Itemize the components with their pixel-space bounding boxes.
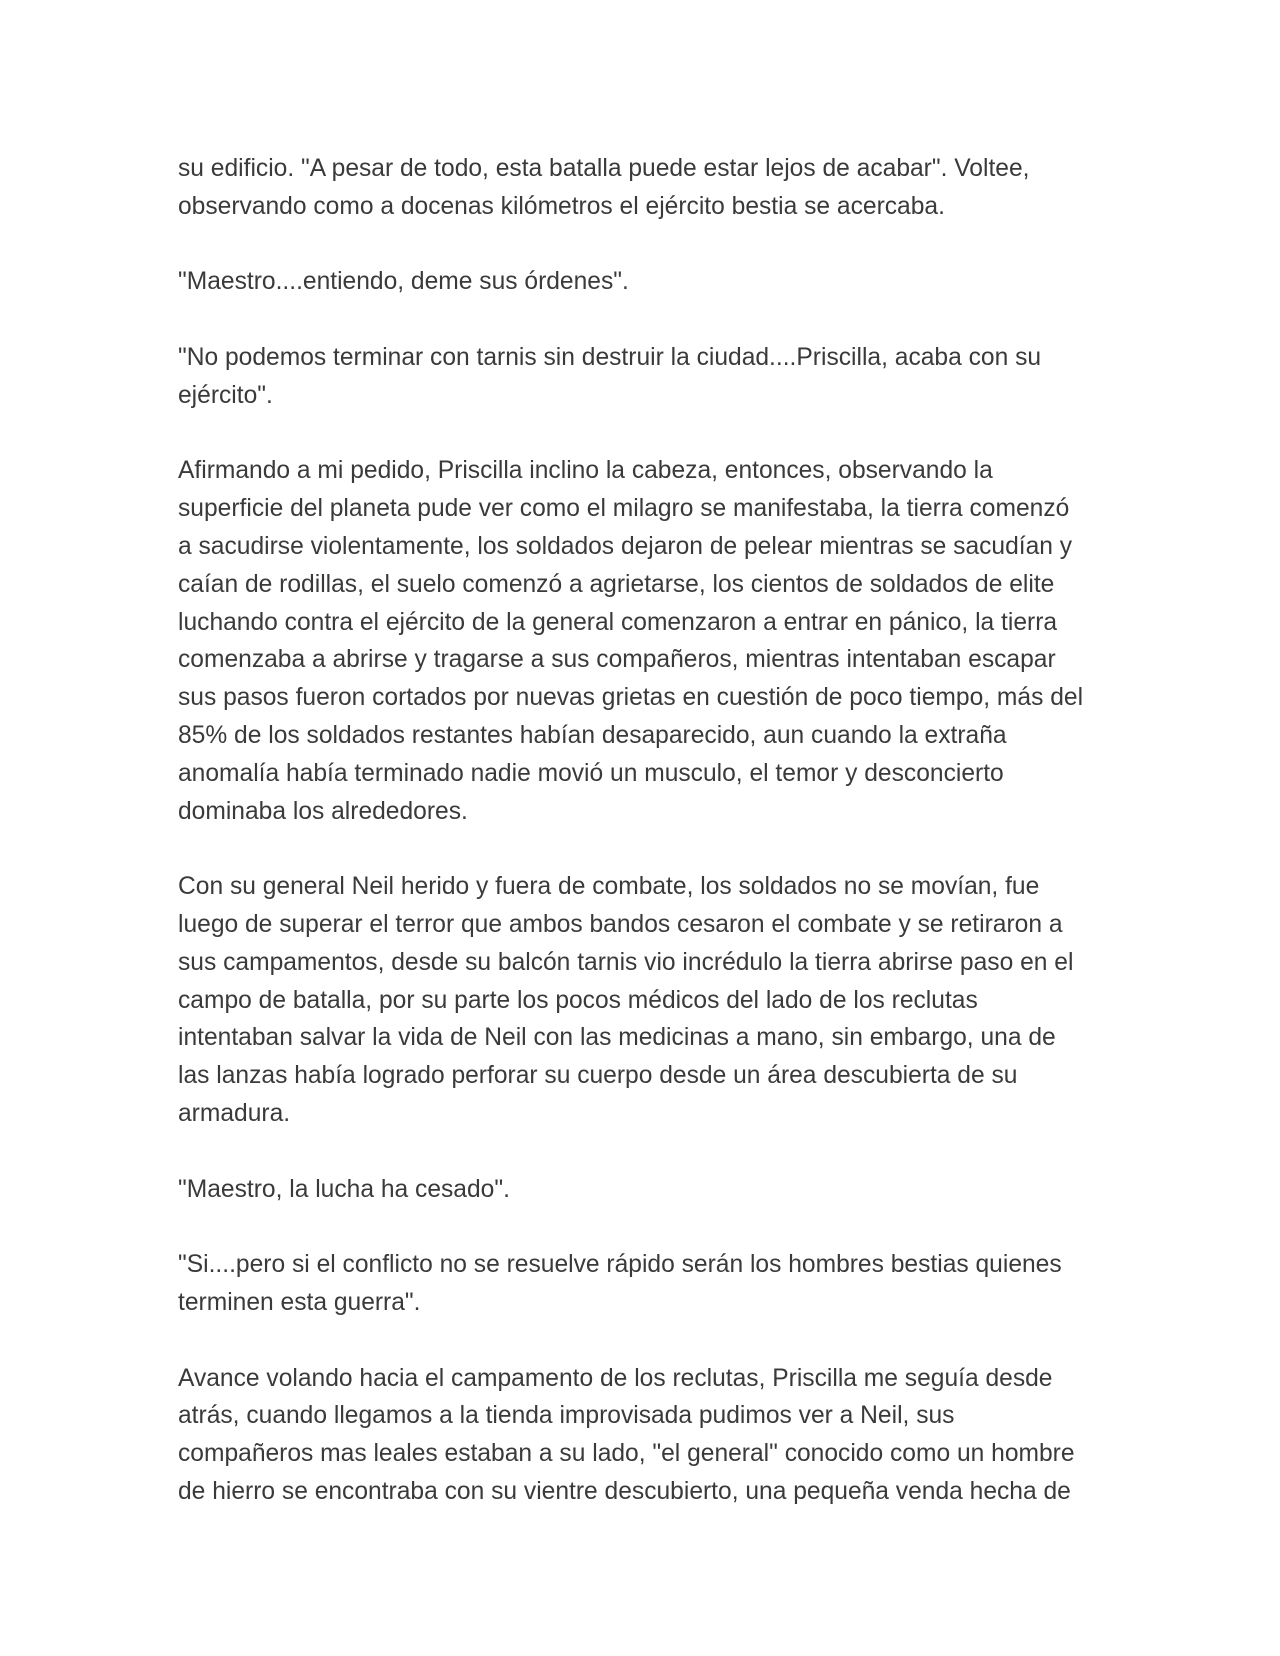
text-line: ejército". (178, 381, 273, 409)
paragraph (178, 1246, 1118, 1322)
text-line: luchando contra el ejército de la general comenzaron a entrar en pánico, la tierra (178, 608, 1058, 636)
text-line: comenzaba a abrirse y tragarse a sus compañeros, mientras intentaban escapar (178, 646, 1056, 674)
text-line: "Maestro....entiendo, deme sus órdenes". (178, 268, 629, 296)
text-line: sus campamentos, desde su balcón tarnis vio incrédulo la tierra abrirse paso en el (178, 948, 1074, 976)
paragraph (178, 339, 1118, 415)
text-line: luego de superar el terror que ambos bandos cesaron el combate y se retiraron a (178, 910, 1063, 938)
text-line: las lanzas había logrado perforar su cuerpo desde un área descubierta de su (178, 1062, 1018, 1090)
text-line: armadura. (178, 1099, 291, 1127)
text-line: observando como a docenas kilómetros el ejército bestia se acercaba. (178, 192, 945, 220)
paragraph (178, 1360, 1118, 1511)
text-line: "Si....pero si el conflicto no se resuelve rápido serán los hombres bestias quienes (178, 1251, 1062, 1279)
text-line: caían de rodillas, el suelo comenzó a agrietarse, los cientos de soldados de elite (178, 570, 1055, 598)
text-line: compañeros mas leales estaban a su lado, "el general" conocido como un hombre (178, 1440, 1075, 1468)
text-line: Afirmando a mi pedido, Priscilla inclino la cabeza, entonces, observando la (178, 457, 993, 485)
body-text (178, 150, 1118, 1548)
text-line: superficie del planeta pude ver como el milagro se manifestaba, la tierra comenzó (178, 495, 1070, 523)
text-line: anomalía había terminado nadie movió un musculo, el temor y desconcierto (178, 759, 1004, 787)
text-line: a sacudirse violentamente, los soldados dejaron de pelear mientras se sacudían y (178, 532, 1073, 560)
text-line: de hierro se encontraba con su vientre descubierto, una pequeña venda hecha de (178, 1477, 1071, 1505)
text-line: 85% de los soldados restantes habían desaparecido, aun cuando la extraña (178, 721, 1007, 749)
text-line: terminen esta guerra". (178, 1288, 421, 1316)
text-line: su edificio. "A pesar de todo, esta batalla puede estar lejos de acabar". Voltee, (178, 155, 1030, 182)
paragraph (178, 868, 1118, 1133)
text-line: intentaban salvar la vida de Neil con las medicinas a mano, sin embargo, una de (178, 1024, 1056, 1052)
paragraph (178, 150, 1118, 226)
paragraph (178, 1171, 1118, 1209)
paragraph (178, 263, 1118, 301)
text-line: "Maestro, la lucha ha cesado". (178, 1175, 510, 1203)
text-line: dominaba los alrededores. (178, 797, 468, 825)
text-line: atrás, cuando llegamos a la tienda improvisada pudimos ver a Neil, sus (178, 1402, 955, 1430)
text-line: "No podemos terminar con tarnis sin destruir la ciudad....Priscilla, acaba con su (178, 343, 1042, 371)
text-line: Avance volando hacia el campamento de los reclutas, Priscilla me seguía desde (178, 1364, 1053, 1392)
text-line: campo de batalla, por su parte los pocos médicos del lado de los reclutas (178, 986, 978, 1014)
text-line: Con su general Neil herido y fuera de combate, los soldados no se movían, fue (178, 873, 1040, 901)
paragraph (178, 452, 1118, 830)
text-line: sus pasos fueron cortados por nuevas grietas en cuestión de poco tiempo, más del (178, 684, 1084, 712)
